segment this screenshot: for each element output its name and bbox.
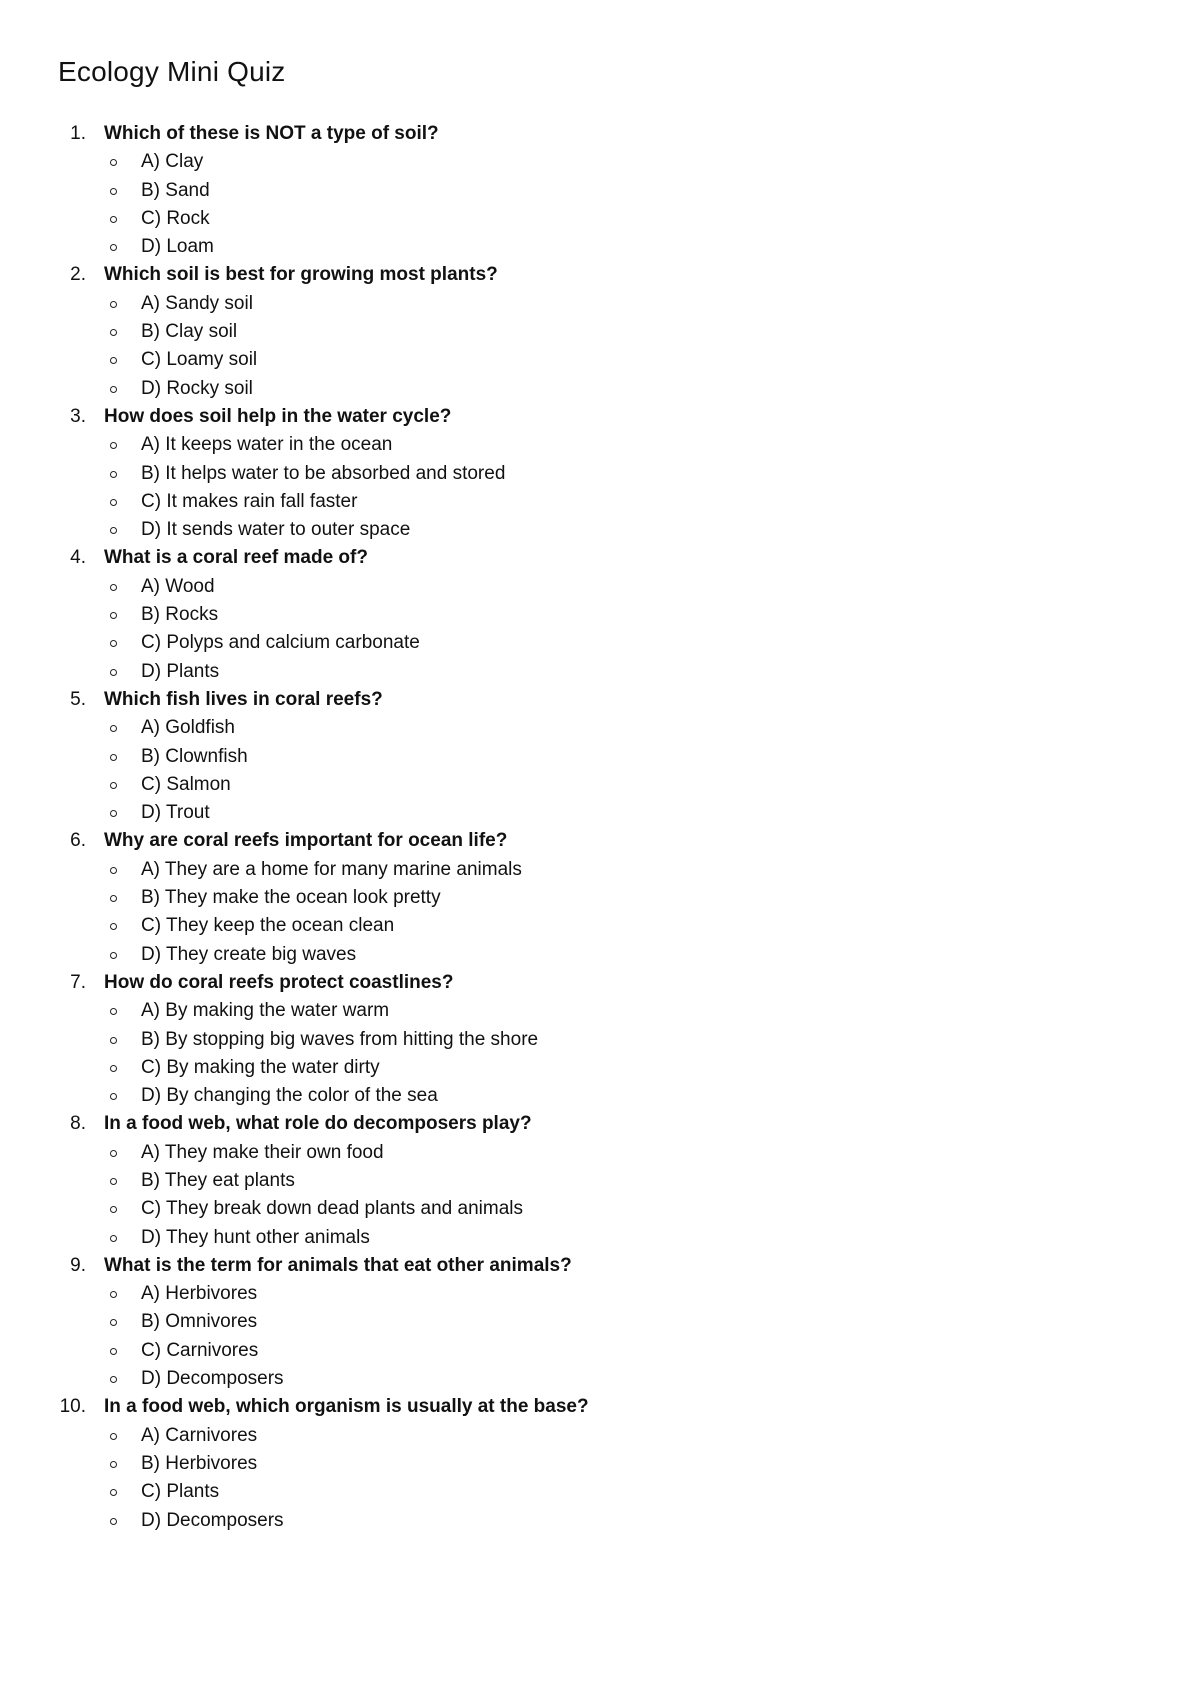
circle-bullet-icon (110, 1037, 117, 1044)
option-text: D) They hunt other animals (141, 1226, 370, 1248)
option-text: C) They break down dead plants and animals (141, 1198, 523, 1220)
answer-option (0, 912, 1200, 940)
circle-bullet-icon (110, 442, 117, 449)
question-number: 5. (70, 688, 86, 710)
option-text: B) They eat plants (141, 1169, 295, 1191)
option-text: A) Goldfish (141, 717, 235, 739)
circle-bullet-icon (110, 640, 117, 647)
question-9 (0, 1252, 1200, 1280)
quiz-title: Ecology Mini Quiz (58, 56, 286, 87)
question-text: Which fish lives in coral reefs? (104, 688, 383, 710)
answer-option (0, 601, 1200, 629)
circle-bullet-icon (110, 754, 117, 761)
answer-option (0, 884, 1200, 912)
option-text: A) They are a home for many marine animals (141, 858, 522, 880)
option-text: D) Trout (141, 802, 210, 824)
option-text: D) They create big waves (141, 943, 357, 965)
answer-option (0, 1026, 1200, 1054)
option-text: B) Clownfish (141, 745, 248, 767)
question-text: Which soil is best for growing most plants? (104, 264, 498, 286)
question-text: Which of these is NOT a type of soil? (104, 123, 439, 144)
circle-bullet-icon (110, 216, 117, 223)
answer-option (0, 318, 1200, 346)
option-text: D) It sends water to outer space (141, 519, 411, 541)
answer-option (0, 799, 1200, 827)
option-text: D) Decomposers (141, 1368, 284, 1390)
question-5 (0, 686, 1200, 714)
answer-option (0, 431, 1200, 459)
option-text: A) By making the water warm (141, 1000, 390, 1022)
circle-bullet-icon (110, 1093, 117, 1100)
circle-bullet-icon (110, 301, 117, 308)
option-text: C) Rock (141, 207, 210, 229)
answer-option (0, 1507, 1200, 1535)
circle-bullet-icon (110, 499, 117, 506)
circle-bullet-icon (110, 1178, 117, 1185)
option-text: B) Herbivores (141, 1452, 258, 1474)
answer-option (0, 1082, 1200, 1110)
circle-bullet-icon (110, 1235, 117, 1242)
option-text: C) Plants (141, 1481, 220, 1503)
option-text: D) Loam (141, 236, 214, 258)
question-number: 9. (70, 1254, 86, 1276)
circle-bullet-icon (110, 1348, 117, 1355)
question-number: 3. (70, 405, 86, 427)
question-text: Why are coral reefs important for ocean life? (104, 830, 508, 852)
answer-option (0, 1308, 1200, 1336)
circle-bullet-icon (110, 357, 117, 364)
circle-bullet-icon (110, 1376, 117, 1383)
question-10 (0, 1393, 1200, 1421)
question-text: In a food web, which organism is usually at the base? (104, 1396, 589, 1418)
circle-bullet-icon (110, 159, 117, 166)
option-text: C) Polyps and calcium carbonate (141, 632, 420, 654)
question-8 (0, 1110, 1200, 1138)
option-text: C) Carnivores (141, 1339, 259, 1361)
circle-bullet-icon (110, 1291, 117, 1298)
circle-bullet-icon (110, 527, 117, 534)
answer-option (0, 941, 1200, 969)
circle-bullet-icon (110, 1433, 117, 1440)
circle-bullet-icon (110, 386, 117, 393)
question-list (0, 120, 1200, 1535)
circle-bullet-icon (110, 1489, 117, 1496)
circle-bullet-icon (110, 867, 117, 874)
option-text: C) They keep the ocean clean (141, 915, 395, 937)
circle-bullet-icon (110, 244, 117, 251)
answer-option (0, 516, 1200, 544)
answer-option (0, 658, 1200, 686)
circle-bullet-icon (110, 1150, 117, 1157)
option-text: D) Rocky soil (141, 377, 253, 399)
option-text: A) They make their own food (141, 1141, 384, 1163)
question-3 (0, 403, 1200, 431)
option-text: C) By making the water dirty (141, 1056, 380, 1078)
circle-bullet-icon (110, 188, 117, 195)
answer-option (0, 771, 1200, 799)
answer-option (0, 1450, 1200, 1478)
answer-option (0, 488, 1200, 516)
option-text: B) By stopping big waves from hitting the shore (141, 1028, 539, 1050)
option-text: B) It helps water to be absorbed and stored (141, 462, 506, 484)
answer-option (0, 1139, 1200, 1167)
question-number: 6. (70, 830, 86, 852)
circle-bullet-icon (110, 669, 117, 676)
answer-option (0, 375, 1200, 403)
answer-option (0, 460, 1200, 488)
option-text: B) They make the ocean look pretty (141, 887, 441, 909)
circle-bullet-icon (110, 612, 117, 619)
answer-option (0, 233, 1200, 261)
circle-bullet-icon (110, 810, 117, 817)
answer-option (0, 1337, 1200, 1365)
circle-bullet-icon (110, 923, 117, 930)
option-text: D) Decomposers (141, 1509, 284, 1531)
option-text: B) Clay soil (141, 321, 238, 343)
option-text: A) Carnivores (141, 1424, 258, 1446)
circle-bullet-icon (110, 1461, 117, 1468)
answer-option (0, 1422, 1200, 1450)
question-text: In a food web, what role do decomposers play? (104, 1113, 532, 1135)
question-text: What is a coral reef made of? (104, 547, 368, 569)
answer-option (0, 743, 1200, 771)
circle-bullet-icon (110, 1206, 117, 1213)
question-2 (0, 261, 1200, 289)
circle-bullet-icon (110, 725, 117, 732)
option-text: C) It makes rain fall faster (141, 490, 358, 512)
option-text: B) Sand (141, 179, 210, 201)
answer-option (0, 573, 1200, 601)
answer-option (0, 1167, 1200, 1195)
option-text: A) It keeps water in the ocean (141, 434, 393, 456)
answer-option (0, 205, 1200, 233)
option-text: C) Salmon (141, 773, 231, 795)
circle-bullet-icon (110, 1008, 117, 1015)
option-text: B) Rocks (141, 604, 219, 626)
circle-bullet-icon (110, 1319, 117, 1326)
option-text: B) Omnivores (141, 1311, 258, 1333)
question-number: 8. (70, 1113, 86, 1135)
circle-bullet-icon (110, 952, 117, 959)
question-text: How do coral reefs protect coastlines? (104, 971, 454, 993)
circle-bullet-icon (110, 329, 117, 336)
answer-option (0, 290, 1200, 318)
answer-option (0, 346, 1200, 374)
circle-bullet-icon (110, 1065, 117, 1072)
question-text: How does soil help in the water cycle? (104, 405, 452, 427)
option-text: C) Loamy soil (141, 349, 258, 371)
question-number: 4. (70, 547, 86, 569)
circle-bullet-icon (110, 584, 117, 591)
question-text: What is the term for animals that eat other animals? (104, 1254, 572, 1276)
answer-option (0, 148, 1200, 176)
question-number: 2. (70, 264, 86, 286)
circle-bullet-icon (110, 1518, 117, 1525)
answer-option (0, 177, 1200, 205)
question-1 (0, 120, 1200, 148)
circle-bullet-icon (110, 895, 117, 902)
option-text: D) By changing the color of the sea (141, 1085, 438, 1107)
answer-option (0, 856, 1200, 884)
answer-option (0, 1280, 1200, 1308)
answer-option (0, 1224, 1200, 1252)
option-text: A) Sandy soil (141, 292, 253, 314)
question-number: 1. (70, 123, 86, 144)
answer-option (0, 629, 1200, 657)
answer-option (0, 1478, 1200, 1506)
question-number: 10. (59, 1396, 86, 1418)
answer-option (0, 714, 1200, 742)
circle-bullet-icon (110, 782, 117, 789)
question-6 (0, 827, 1200, 855)
question-number: 7. (70, 971, 86, 993)
answer-option (0, 1195, 1200, 1223)
answer-option (0, 1054, 1200, 1082)
option-text: A) Clay (141, 151, 204, 173)
option-text: A) Herbivores (141, 1283, 258, 1305)
option-text: D) Plants (141, 660, 220, 682)
option-text: A) Wood (141, 575, 215, 597)
answer-option (0, 1365, 1200, 1393)
question-4 (0, 544, 1200, 572)
circle-bullet-icon (110, 471, 117, 478)
question-7 (0, 969, 1200, 997)
answer-option (0, 997, 1200, 1025)
